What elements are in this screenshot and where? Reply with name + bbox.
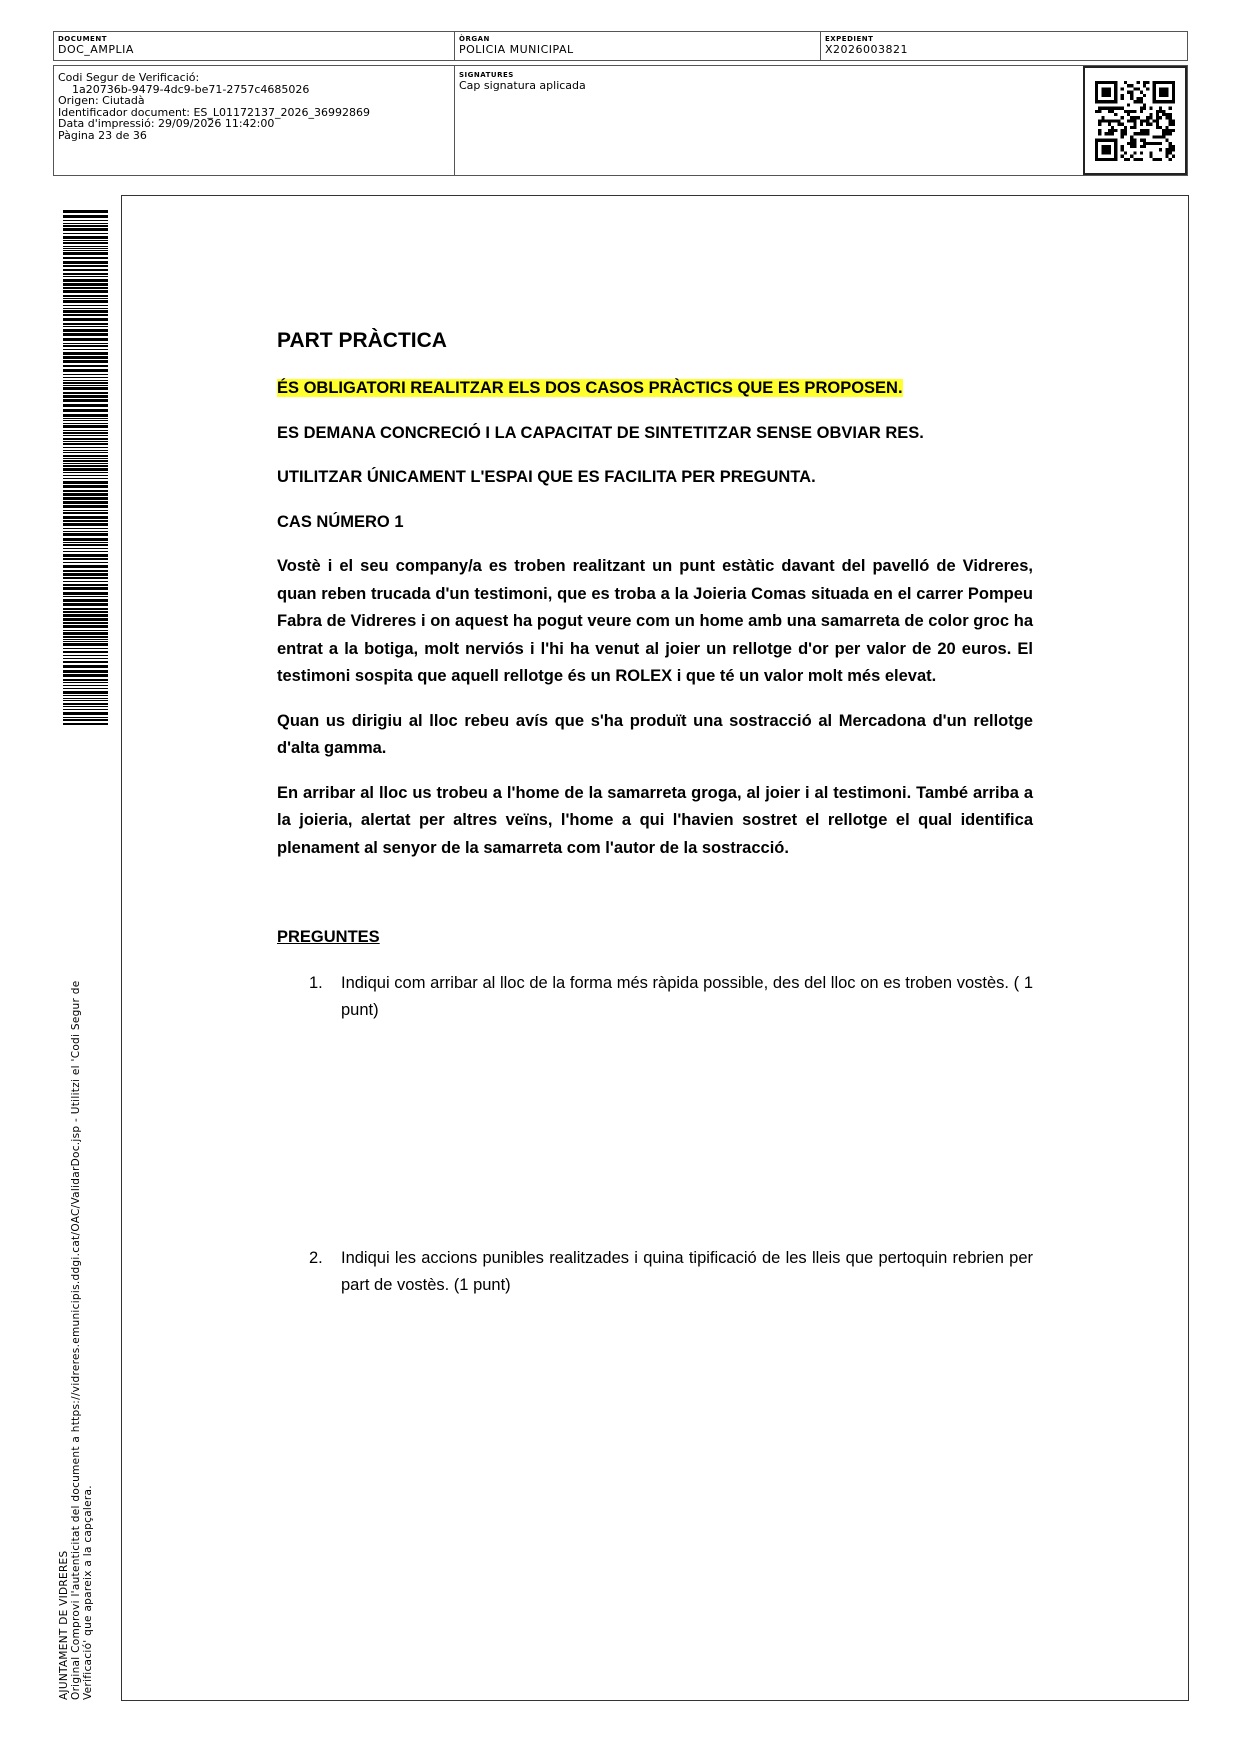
case-paragraph-2: Quan us dirigiu al lloc rebeu avís que s'ha produït una sostracció al Mercadona d'un rellotge d'alta gamma. (277, 711, 1033, 757)
qr-code-box (1083, 66, 1187, 175)
document-label: DOCUMENT (58, 35, 107, 43)
question-number: 2. (309, 1248, 323, 1267)
page-number-text: Pàgina 23 de 36 (58, 128, 147, 142)
organ-cell (455, 32, 821, 60)
csv-label: Codi Segur de Verificació: (58, 71, 200, 84)
origin-text: Origen: Ciutadà (58, 94, 145, 107)
signatures-cell (455, 66, 1083, 175)
side-line-2: Original Comprovi l'autenticitat del document a https://vidreres.emunicipis.ddgi.cat/OAC/ValidarDoc.jsp - Utilitzi el 'Codi Segur de (70, 980, 82, 1700)
qr-code-icon (1095, 81, 1175, 161)
highlighted-instruction: ÉS OBLIGATORI REALITZAR ELS DOS CASOS PRÀCTICS QUE ES PROPOSEN. (277, 379, 903, 397)
question-text: Indiqui com arribar al lloc de la forma més ràpida possible, des del lloc on es troben vostès. ( 1 punt) (341, 973, 1033, 1019)
instruction-concision: ES DEMANA CONCRECIÓ I LA CAPACITAT DE SINTETITZAR SENSE OBVIAR RES. (277, 423, 924, 442)
expedient-label: EXPEDIENT (825, 35, 874, 43)
side-line-3: Verificació' que apareix a la capçalera. (82, 1485, 94, 1700)
question-text: Indiqui les accions punibles realitzades i quina tipificació de les lleis que pertoquin rebrien per part de vostès. (1 punt) (341, 1248, 1033, 1294)
doc-id-text: Identificador document: ES_L01172137_2026_36992869 (58, 105, 371, 119)
question-1 (309, 970, 1033, 1025)
organ-value: POLICIA MUNICIPAL (459, 43, 574, 56)
question-number: 1. (309, 973, 323, 992)
barcode-icon (63, 210, 108, 725)
signatures-value: Cap signatura aplicada (459, 79, 586, 92)
questions-title: PREGUNTES (277, 928, 380, 946)
expedient-cell (821, 32, 1187, 60)
case-paragraph-3: En arribar al lloc us trobeu a l'home de la samarreta groga, al joier i al testimoni. També arriba a la joieria, alertat per altres veïns, l'home a qui l'havien sostret el rellotge el qual identifica plenament al senyor de la samarreta com l'autor de la sostracció. (277, 783, 1033, 857)
document-value: DOC_AMPLIA (58, 43, 134, 56)
csv-value: 1a20736b-9479-4dc9-be71-2757c4685026 (72, 82, 310, 96)
side-line-1: AJUNTAMENT DE VIDRERES (58, 1550, 70, 1700)
document-body (277, 327, 1033, 1300)
question-2 (309, 1245, 1033, 1300)
instruction-space: UTILITZAR ÚNICAMENT L'ESPAI QUE ES FACILITA PER PREGUNTA. (277, 468, 816, 486)
page-title: PART PRÀCTICA (277, 329, 447, 352)
verification-info (54, 66, 455, 175)
case-title: CAS NÚMERO 1 (277, 512, 404, 531)
mandatory-instruction (277, 375, 1033, 403)
signatures-label: SIGNATURES (459, 71, 514, 79)
print-date-text: Data d'impressió: 29/09/2026 11:42:00 (58, 117, 275, 130)
organ-label: ÒRGAN (459, 35, 490, 43)
document-cell (54, 32, 455, 60)
side-verification-text (58, 980, 94, 1700)
header-verification-row (53, 65, 1188, 176)
expedient-value: X2026003821 (825, 43, 909, 56)
header-meta-row (53, 31, 1188, 61)
case-paragraph-1: Vostè i el seu company/a es troben realitzant un punt estàtic davant del pavelló de Vidreres, quan reben trucada d'un testimoni, que es troba a la Joieria Comas situada en el carrer Pompeu Fabra de Vidreres i on aquest ha pogut veure com un home amb una samarreta de color groc ha entrat a la botiga, molt nerviós i l'hi ha venut al joier un rellotge d'or per valor de 20 euros. El testimoni sospita que aquell rellotge és un ROLEX i que té un valor molt més elevat. (277, 557, 1033, 685)
